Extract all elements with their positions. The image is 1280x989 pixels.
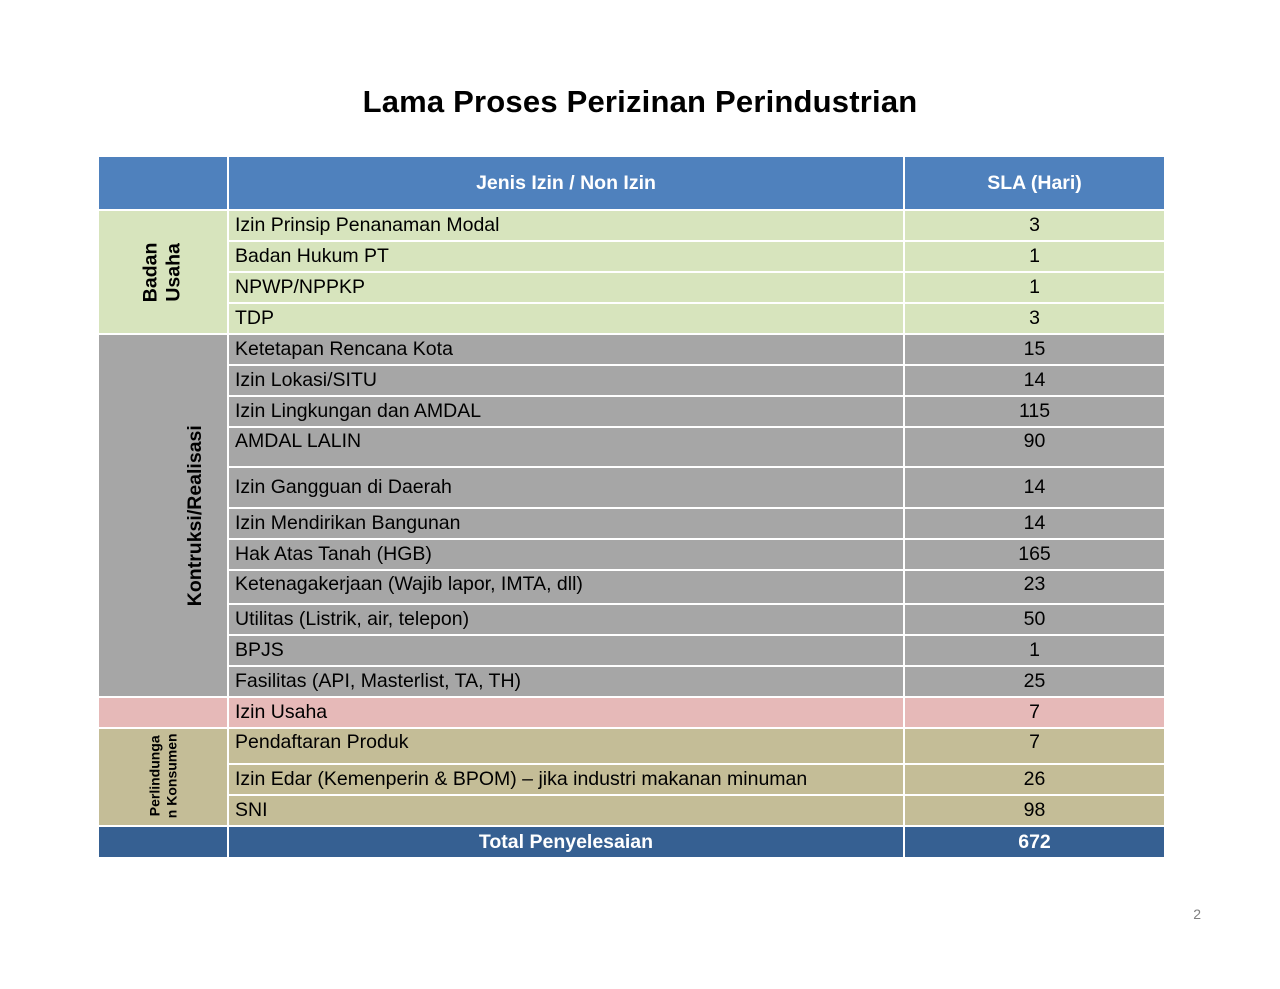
header-group — [98, 156, 228, 210]
row-name: Izin Edar (Kemenperin & BPOM) – jika industri makanan minuman — [228, 764, 904, 795]
row-name: Hak Atas Tanah (HGB) — [228, 539, 904, 570]
row-sla: 1 — [904, 241, 1165, 272]
row-name: Izin Lingkungan dan AMDAL — [228, 396, 904, 427]
row-sla: 50 — [904, 604, 1165, 635]
row-sla: 3 — [904, 303, 1165, 334]
group-konstruksi — [98, 334, 228, 697]
total-empty-cell — [98, 826, 228, 858]
table-row — [98, 334, 1165, 365]
table-row — [98, 241, 1165, 272]
row-sla: 98 — [904, 795, 1165, 826]
row-name: TDP — [228, 303, 904, 334]
row-name: Pendaftaran Produk — [228, 728, 904, 764]
group-badan-usaha — [98, 210, 228, 334]
table-row — [98, 210, 1165, 241]
row-sla: 7 — [904, 697, 1165, 728]
table-row — [98, 604, 1165, 635]
group-label-perlindungan — [146, 734, 180, 819]
row-name: Fasilitas (API, Masterlist, TA, TH) — [228, 666, 904, 697]
group-label-perlindungan-line1: Perlindunga — [146, 735, 163, 817]
row-sla: 14 — [904, 508, 1165, 539]
table-row — [98, 508, 1165, 539]
table-row — [98, 570, 1165, 604]
row-name: Izin Mendirikan Bangunan — [228, 508, 904, 539]
row-name: Badan Hukum PT — [228, 241, 904, 272]
total-value: 672 — [904, 826, 1165, 858]
row-sla: 15 — [904, 334, 1165, 365]
page-number: 2 — [1193, 906, 1201, 922]
row-name: Utilitas (Listrik, air, telepon) — [228, 604, 904, 635]
row-name: AMDAL LALIN — [228, 427, 904, 467]
row-name: Izin Usaha — [228, 697, 904, 728]
table-row — [98, 539, 1165, 570]
sla-table — [97, 155, 1166, 859]
row-sla: 115 — [904, 396, 1165, 427]
table-row — [98, 764, 1165, 795]
row-name: Izin Prinsip Penanaman Modal — [228, 210, 904, 241]
table-row — [98, 635, 1165, 666]
row-name: Ketenagakerjaan (Wajib lapor, IMTA, dll) — [228, 570, 904, 604]
row-sla: 7 — [904, 728, 1165, 764]
table-row — [98, 697, 1165, 728]
group-label-konstruksi: Kontruksi/Realisasi — [183, 425, 206, 606]
row-sla: 14 — [904, 365, 1165, 396]
page-title: Lama Proses Perizinan Perindustrian — [362, 84, 918, 119]
row-sla: 1 — [904, 272, 1165, 303]
row-name: NPWP/NPPKP — [228, 272, 904, 303]
row-sla: 165 — [904, 539, 1165, 570]
row-name: Izin Gangguan di Daerah — [228, 467, 904, 508]
table-row — [98, 467, 1165, 508]
table-row — [98, 728, 1165, 764]
row-sla: 90 — [904, 427, 1165, 467]
table-header-row — [98, 156, 1165, 210]
row-sla: 14 — [904, 467, 1165, 508]
row-sla: 25 — [904, 666, 1165, 697]
row-sla: 26 — [904, 764, 1165, 795]
table-row — [98, 396, 1165, 427]
row-name: Ketetapan Rencana Kota — [228, 334, 904, 365]
group-label-perlindungan-line2: n Konsumen — [163, 733, 179, 819]
row-name: SNI — [228, 795, 904, 826]
total-label: Total Penyelesaian — [228, 826, 904, 858]
row-sla: 1 — [904, 635, 1165, 666]
row-sla: 3 — [904, 210, 1165, 241]
table-row — [98, 795, 1165, 826]
group-izin-usaha — [98, 697, 228, 728]
group-label-badan-usaha: Badan Usaha — [139, 242, 185, 302]
table-row — [98, 365, 1165, 396]
row-sla: 23 — [904, 570, 1165, 604]
table-row — [98, 666, 1165, 697]
group-perlindungan — [98, 728, 228, 826]
header-sla: SLA (Hari) — [904, 156, 1165, 210]
total-row — [98, 826, 1165, 858]
table-row — [98, 427, 1165, 467]
row-name: Izin Lokasi/SITU — [228, 365, 904, 396]
table-row — [98, 303, 1165, 334]
table-row — [98, 272, 1165, 303]
row-name: BPJS — [228, 635, 904, 666]
header-jenis-izin: Jenis Izin / Non Izin — [228, 156, 904, 210]
